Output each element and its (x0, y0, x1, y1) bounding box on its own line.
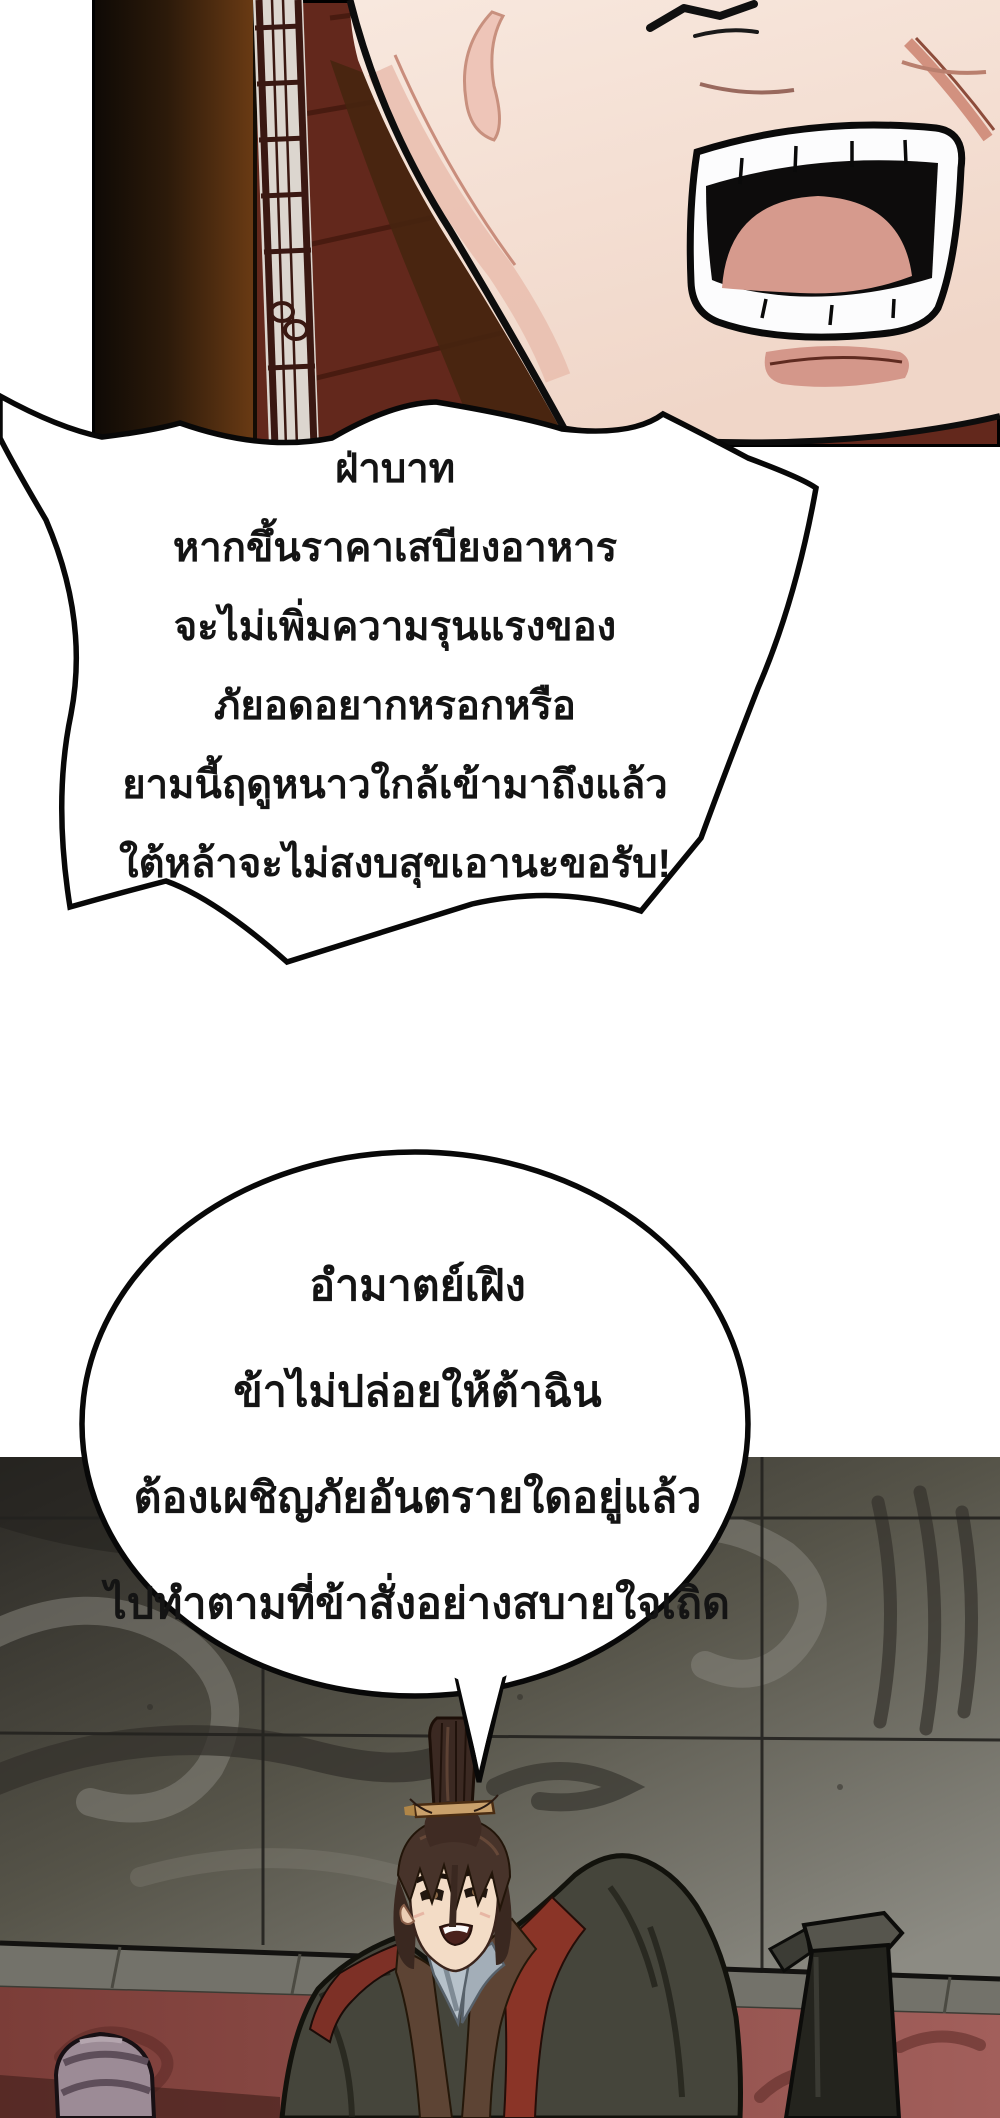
bubble-line: ยามนี้ฤดูหนาวใกล้เข้ามาถึงแล้ว (122, 763, 668, 807)
bubble-line: ไปทำตามที่ข้าสั่งอย่างสบายใจเถิด (105, 1580, 730, 1628)
bubble-line: ต้องเผชิญภัยอันตรายใดอยู่แล้ว (133, 1474, 702, 1522)
bubble-line: อำมาตย์เฝิง (309, 1262, 526, 1310)
bubble-line: หากขึ้นราคาเสบียงอาหาร (172, 526, 618, 570)
shout-bubble-text (35, 430, 755, 904)
reply-bubble-text (85, 1233, 750, 1657)
bubble-line: จะไม่เพิ่มความรุนแรงของ (173, 605, 617, 649)
bubble-line: ข้าไม่ปล่อยให้ต้าฉิน (233, 1368, 602, 1416)
bubble-line: ภัยอดอยากหรอกหรือ (214, 684, 576, 728)
bubble-line: ฝ่าบาท (334, 447, 456, 491)
bubble-line: ใต้หล้าจะไม่สงบสุขเอานะขอรับ! (119, 842, 671, 886)
